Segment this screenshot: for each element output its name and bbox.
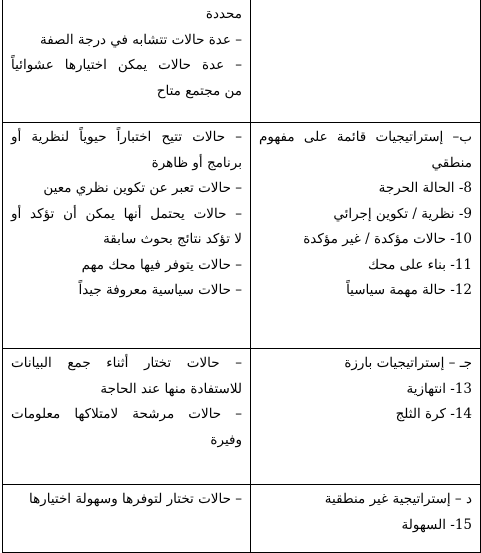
- case-line: – حالات تتيح اختباراً حيوياً لنظرية أو: [11, 129, 242, 145]
- case-line: محددة: [205, 6, 242, 22]
- case-line: – حالات يحتمل أنها يمكن أن تؤكد أو: [11, 205, 242, 222]
- strategy-cell: [251, 123, 481, 349]
- strategy-cell: [251, 485, 481, 553]
- strategy-group-heading: ب– إستراتيجيات قائمة على مفهوم: [259, 129, 472, 145]
- table-row: [3, 0, 481, 123]
- case-line: لا تؤكد نتائج بحوث سابقة: [103, 231, 242, 247]
- cases-cell: [3, 0, 251, 123]
- strategy-item: 14- كرة الثلج: [395, 406, 472, 422]
- case-line: – عدة حالات تتشابه في درجة الصفة: [39, 31, 242, 48]
- table-row: [3, 123, 481, 349]
- cases-cell: [3, 349, 251, 485]
- case-line: – حالات يتوفر فيها محك مهم: [81, 256, 242, 273]
- case-line: للاستفادة منها عند الحاجة: [100, 380, 242, 397]
- case-line: وفيرة: [210, 431, 242, 448]
- table-row: [3, 485, 481, 553]
- cases-cell: [3, 485, 251, 553]
- strategy-item: 11- بناء على محك: [367, 256, 472, 273]
- strategy-group-heading-cont: منطقي: [431, 154, 472, 171]
- strategy-item: 8- الحالة الحرجة: [378, 180, 472, 196]
- strategy-cell: [251, 349, 481, 485]
- strategy-group-heading: د – إستراتيجية غير منطقية: [324, 491, 472, 507]
- case-line: – حالات سياسية معروفة جيداً: [78, 282, 242, 298]
- case-line: – حالات تختار لتوفرها وسهولة اختيارها: [28, 491, 242, 507]
- strategy-item: 13- انتهازية: [406, 380, 472, 397]
- strategy-cell: [251, 0, 481, 123]
- case-line: – حالات تختار أثناء جمع البيانات: [11, 355, 242, 371]
- cases-cell: [3, 123, 251, 349]
- table-row: [3, 349, 481, 485]
- case-line: من مجتمع متاح: [156, 82, 242, 99]
- case-line: – حالات تعبر عن تكوين نظري معين: [43, 180, 242, 196]
- case-line: – عدة حالات يمكن اختيارها عشوائياً: [11, 57, 242, 73]
- strategy-item: 9- نظرية / تكوين إجرائي: [333, 205, 472, 222]
- case-line: برنامج أو ظاهرة: [151, 154, 242, 171]
- strategy-item: 12- حالة مهمة سياسياً: [346, 282, 472, 298]
- strategy-group-heading: جـ – إستراتيجيات بارزة: [344, 355, 472, 371]
- strategy-item: 15- السهولة: [401, 516, 472, 533]
- case-line: – حالات مرشحة لامتلاكها معلومات: [11, 406, 242, 422]
- strategy-item: 10- حالات مؤكدة / غير مؤكدة: [303, 231, 472, 247]
- strategies-table: [2, 0, 481, 553]
